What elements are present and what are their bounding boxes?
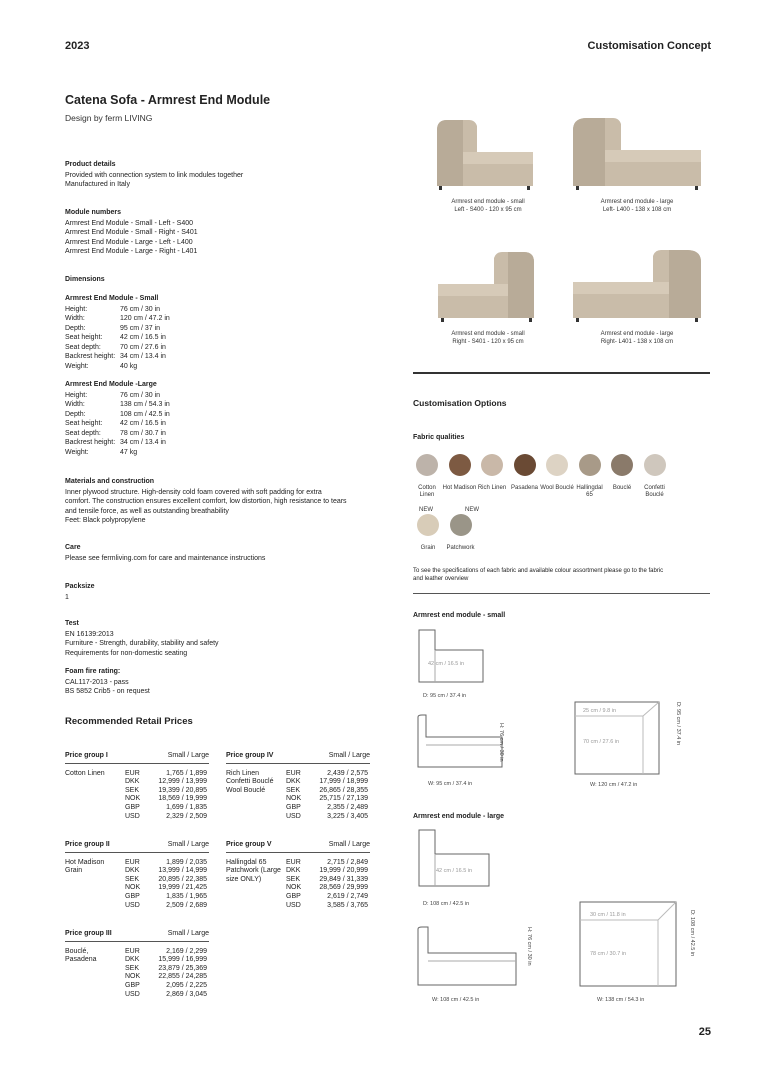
price-value: 2,095 / 2,225	[166, 981, 207, 989]
fabric-swatch-label: Hallingdal 65	[576, 485, 603, 498]
dim-value: 76 cm / 30 in	[120, 305, 161, 313]
tech-large-title: Armrest end module - large	[413, 813, 505, 820]
front-view-large	[416, 925, 520, 987]
dim-value: 138 cm / 54.3 in	[120, 401, 170, 408]
new-badge: NEW	[465, 507, 479, 513]
currency: EUR	[286, 769, 301, 777]
dim-key: Weight:	[65, 448, 89, 456]
packsize	[65, 582, 365, 602]
plan-width-label: W: 120 cm / 47.2 in	[590, 782, 638, 788]
currency: NOK	[125, 795, 141, 803]
backrest-label: 30 cm / 11.8 in	[590, 912, 626, 918]
height-label: H: 76 cm / 30 in	[526, 927, 532, 966]
text-line: comfort. The construction ensures excellent comfort, low distortion, high resistance to tears	[65, 498, 347, 505]
dim-value: 42 cm / 16.5 in	[120, 334, 166, 341]
dim-key: Width:	[65, 315, 85, 322]
divider	[413, 372, 710, 374]
dim-value: 70 cm / 27.6 in	[120, 343, 166, 351]
text-line: Armrest End Module - Large - Left - L400	[65, 238, 193, 246]
price-group-size: Small / Large	[167, 841, 209, 848]
page-number: 25	[698, 1026, 711, 1038]
price-group-size: Small / Large	[328, 841, 370, 848]
fabric-swatch[interactable]	[481, 454, 503, 476]
price-group-size: Small / Large	[328, 752, 370, 759]
currency: DKK	[286, 867, 301, 875]
price-group-size: Small / Large	[167, 752, 209, 759]
currency: NOK	[286, 795, 302, 803]
dimensions-large	[65, 380, 365, 457]
dim-key: Seat height:	[65, 420, 103, 427]
dim-value: 47 kg	[120, 448, 138, 456]
price-value: 25,715 / 27,139	[319, 795, 368, 803]
price-value: 1,899 / 2,035	[166, 858, 207, 866]
dim-value: 78 cm / 30.7 in	[120, 429, 166, 437]
text-line: Armrest End Module - Small - Left - S400	[65, 219, 193, 227]
fabric-name: Hot Madison	[65, 858, 105, 866]
text-line: Armrest End Module - Large - Right - L401	[65, 248, 198, 255]
sofa-image-small-right	[434, 244, 542, 326]
fabric-swatch[interactable]	[514, 454, 536, 476]
packsize-heading: Packsize	[65, 583, 95, 590]
depth-label: D: 108 cm / 42.5 in	[423, 901, 470, 907]
price-value: 15,999 / 16,999	[158, 956, 207, 964]
price-value: 17,999 / 18,999	[319, 778, 368, 786]
dim-key: Depth:	[65, 410, 86, 418]
price-value: 3,225 / 3,405	[327, 812, 368, 820]
currency: USD	[125, 812, 140, 820]
text-line: 1	[65, 593, 69, 601]
dimensions-heading: Dimensions	[65, 276, 105, 283]
fabric-swatch[interactable]	[449, 454, 471, 476]
fabric-swatch-label: Hot Madison	[442, 485, 477, 491]
currency: USD	[286, 901, 301, 909]
currency: SEK	[125, 964, 140, 972]
text-line: Inner plywood structure. High-density cold foam covered with soft padding for extra	[65, 488, 322, 496]
fabric-swatch-label: Wool Bouclé	[540, 485, 574, 491]
text-line: Armrest End Module - Small - Right - S401	[65, 229, 198, 236]
materials-heading: Materials and construction	[65, 478, 155, 485]
care-heading: Care	[65, 544, 81, 551]
currency: GBP	[286, 892, 301, 900]
text-line: Please see fermliving.com for care and maintenance instructions	[65, 554, 266, 562]
fabric-swatch-label: Confetti Bouclé	[644, 485, 665, 498]
year: 2023	[65, 40, 90, 52]
fabric-name: Grain	[65, 867, 83, 875]
test	[65, 619, 365, 658]
price-value: 1,699 / 1,835	[166, 803, 207, 811]
image-caption	[418, 331, 558, 346]
plan-width-label: W: 138 cm / 54.3 in	[597, 997, 645, 1003]
caption-line: Armrest end module - small	[451, 199, 525, 205]
dim-key: Weight:	[65, 362, 89, 370]
price-group-name: Price group I	[65, 752, 108, 759]
note-line: To see the specifications of each fabric and available colour assortment please go to the fabric	[413, 568, 664, 574]
text-line: Furniture - Strength, durability, stability and safety	[65, 640, 219, 647]
section-title: Customisation Concept	[587, 40, 711, 52]
page-subtitle: Design by ferm LIVING	[65, 113, 153, 123]
image-caption	[567, 331, 707, 346]
caption-line: Left - S400 - 120 x 95 cm	[454, 206, 522, 213]
text-line: Manufactured in Italy	[65, 181, 130, 188]
test-heading: Test	[65, 620, 79, 627]
currency: NOK	[125, 884, 141, 892]
care	[65, 543, 365, 563]
price-value: 19,999 / 21,425	[158, 884, 207, 892]
currency: SEK	[286, 786, 301, 794]
product-details	[65, 160, 365, 190]
fabric-name: Wool Bouclé	[226, 786, 266, 794]
fabric-name: Hallingdal 65	[226, 858, 267, 866]
side-view-small	[417, 628, 487, 686]
price-value: 2,355 / 2,489	[327, 803, 368, 811]
caption-line: Right - S401 - 120 x 95 cm	[452, 338, 524, 345]
fabric-swatch[interactable]	[611, 454, 633, 476]
price-group-name: Price group II	[65, 841, 110, 848]
seat-depth-label: 70 cm / 27.6 in	[583, 739, 620, 745]
price-value: 22,855 / 24,285	[158, 973, 207, 981]
fabric-qualities-heading: Fabric qualities	[413, 434, 465, 441]
dim-key: Width:	[65, 401, 85, 408]
currency: EUR	[125, 858, 140, 866]
currency: DKK	[125, 956, 140, 964]
price-value: 1,835 / 1,965	[166, 892, 207, 900]
dimensions	[65, 275, 365, 286]
side-view-large	[417, 828, 491, 890]
price-value: 2,619 / 2,749	[327, 892, 368, 900]
fabric-name: Confetti Bouclé	[226, 778, 274, 786]
foam-heading: Foam fire rating:	[65, 668, 121, 675]
price-value: 2,715 / 2,849	[327, 858, 368, 866]
price-value: 2,169 / 2,299	[166, 947, 207, 955]
foam-fire-rating	[65, 667, 365, 697]
text-line: CAL117-2013 - pass	[65, 678, 129, 686]
sofa-image-small-left	[429, 112, 537, 194]
dim-key: Height:	[65, 305, 88, 313]
caption-line: Armrest end module - large	[600, 199, 674, 205]
caption-line: Armrest end module - large	[600, 331, 674, 337]
dim-key: Seat height:	[65, 334, 103, 341]
price-value: 12,999 / 13,999	[158, 778, 207, 786]
currency: USD	[286, 812, 301, 820]
fabric-name: Rich Linen	[226, 769, 260, 777]
price-value: 28,569 / 29,999	[319, 884, 368, 892]
materials	[65, 477, 385, 526]
fabric-name: size ONLY)	[226, 875, 262, 883]
product-details-heading: Product details	[65, 161, 116, 168]
currency: GBP	[125, 803, 140, 811]
fabric-name: Patchwork (Large	[226, 867, 281, 875]
dim-value: 34 cm / 13.4 in	[120, 439, 166, 446]
price-group-name: Price group III	[65, 930, 112, 937]
seat-depth-label: 78 cm / 30.7 in	[590, 951, 627, 957]
fabric-swatch[interactable]	[644, 454, 666, 476]
text-line: and tensile force, as well as outstanding breathability	[65, 507, 229, 515]
fabric-swatch-label: Cotton Linen	[418, 485, 436, 498]
currency: USD	[125, 990, 140, 998]
module-numbers-heading: Module numbers	[65, 209, 122, 216]
page-title: Catena Sofa - Armrest End Module	[65, 93, 271, 107]
price-value: 2,439 / 2,575	[327, 769, 368, 777]
dim-value: 95 cm / 37 in	[120, 324, 161, 332]
currency: EUR	[125, 947, 140, 955]
currency: SEK	[125, 875, 140, 883]
price-value: 2,869 / 3,045	[166, 990, 207, 998]
fabric-name: Cotton Linen	[65, 769, 105, 777]
sofa-image-large-left	[567, 112, 705, 194]
fabric-swatch[interactable]	[579, 454, 601, 476]
text-line: Feet: Black polypropylene	[65, 517, 146, 524]
price-group-header	[65, 752, 209, 764]
caption-line: Left- L400 - 138 x 108 cm	[602, 206, 672, 213]
dim-key: Backrest height:	[65, 353, 116, 360]
price-group-size: Small / Large	[167, 930, 209, 937]
currency: DKK	[286, 778, 301, 786]
fabric-swatch-label: Pasadena	[510, 485, 539, 491]
dimensions-small	[65, 294, 365, 371]
currency: EUR	[125, 769, 140, 777]
fabric-swatch-label: Rich Linen	[477, 485, 507, 491]
currency: GBP	[125, 892, 140, 900]
price-value: 2,329 / 2,509	[166, 812, 207, 820]
fabric-swatch[interactable]	[450, 514, 472, 536]
fabric-note	[413, 567, 713, 583]
depth-label: D: 95 cm / 37.4 in	[423, 693, 467, 699]
fabric-swatch[interactable]	[417, 514, 439, 536]
price-group	[65, 841, 209, 910]
dim-key: Seat depth:	[65, 343, 101, 351]
customisation-heading: Customisation Options	[413, 398, 507, 408]
text-line: Requirements for non-domestic seating	[65, 649, 188, 657]
dim-key: Depth:	[65, 324, 86, 332]
currency: SEK	[286, 875, 301, 883]
price-group	[226, 841, 370, 910]
dim-value: 34 cm / 13.4 in	[120, 353, 166, 360]
dim-value: 76 cm / 30 in	[120, 391, 161, 399]
price-value: 19,999 / 20,999	[319, 867, 368, 875]
dim-key: Backrest height:	[65, 439, 116, 446]
dim-value: 40 kg	[120, 362, 138, 370]
currency: USD	[125, 901, 140, 909]
currency: GBP	[286, 803, 301, 811]
dim-value: 42 cm / 16.5 in	[120, 420, 166, 427]
width-label: W: 95 cm / 37.4 in	[428, 781, 473, 787]
fabric-swatch[interactable]	[416, 454, 438, 476]
fabric-name: Bouclé,	[65, 947, 89, 955]
price-group	[226, 752, 370, 821]
backrest-label: 25 cm / 9.8 in	[583, 708, 617, 714]
price-value: 29,849 / 31,339	[319, 875, 368, 883]
currency: NOK	[286, 884, 302, 892]
price-value: 13,999 / 14,999	[158, 867, 207, 875]
seat-height-label: 42 cm / 16.5 in	[428, 661, 465, 667]
price-group-header	[65, 930, 209, 942]
image-caption	[567, 199, 707, 214]
price-group	[65, 752, 209, 821]
divider	[413, 593, 710, 594]
fabric-swatch[interactable]	[546, 454, 568, 476]
price-value: 23,879 / 25,369	[158, 964, 207, 972]
dim-key: Height:	[65, 391, 88, 399]
price-value: 1,765 / 1,899	[166, 769, 207, 777]
fabric-name: Pasadena	[65, 956, 97, 964]
price-group-name: Price group IV	[226, 752, 274, 759]
dim-value: 108 cm / 42.5 in	[120, 410, 170, 418]
width-label: W: 108 cm / 42.5 in	[432, 997, 480, 1003]
rrp-heading: Recommended Retail Prices	[65, 716, 193, 727]
sofa-image-large-right	[569, 244, 707, 326]
text-line: Provided with connection system to link modules together	[65, 171, 244, 179]
price-value: 18,569 / 19,999	[158, 795, 207, 803]
price-group-name: Price group V	[226, 841, 272, 848]
note-line: and leather overview	[413, 576, 469, 582]
height-label: H: 76 cm / 30 in	[498, 723, 504, 762]
caption-line: Right- L401 - 138 x 108 cm	[600, 338, 674, 345]
currency: DKK	[125, 778, 140, 786]
price-value: 20,895 / 22,385	[158, 875, 207, 883]
caption-line: Armrest end module - small	[451, 331, 525, 337]
dimensions-large-title: Armrest End Module -Large	[65, 381, 157, 388]
text-line: EN 16139:2013	[65, 630, 114, 638]
front-view-small	[416, 713, 508, 769]
price-group-header	[226, 841, 370, 853]
currency: EUR	[286, 858, 301, 866]
dim-value: 120 cm / 47.2 in	[120, 315, 170, 322]
currency: GBP	[125, 981, 140, 989]
dim-key: Seat depth:	[65, 429, 101, 437]
module-numbers	[65, 208, 365, 257]
currency: SEK	[125, 786, 140, 794]
dimensions-small-title: Armrest End Module - Small	[65, 295, 159, 302]
new-badge: NEW	[419, 507, 433, 513]
price-group	[65, 930, 209, 999]
price-value: 19,399 / 20,895	[158, 786, 207, 794]
text-line: BS 5852 Crib5 - on request	[65, 688, 150, 695]
fabric-swatch-label: Patchwork	[446, 545, 475, 551]
tech-small-title: Armrest end module - small	[413, 612, 506, 619]
price-group-header	[65, 841, 209, 853]
fabric-swatch-label: Grain	[420, 545, 436, 551]
price-value: 26,865 / 28,355	[319, 786, 368, 794]
depth-side-label: D: 108 cm / 42.5 in	[689, 910, 695, 957]
fabric-swatch-label: Bouclé	[612, 485, 632, 491]
image-caption	[418, 199, 558, 214]
price-value: 2,509 / 2,689	[166, 901, 207, 909]
seat-height-label: 42 cm / 16.5 in	[436, 868, 473, 874]
price-group-header	[226, 752, 370, 764]
currency: NOK	[125, 973, 141, 981]
depth-side-label: D: 95 cm / 37.4 in	[675, 702, 681, 746]
price-value: 3,585 / 3,765	[327, 901, 368, 909]
currency: DKK	[125, 867, 140, 875]
